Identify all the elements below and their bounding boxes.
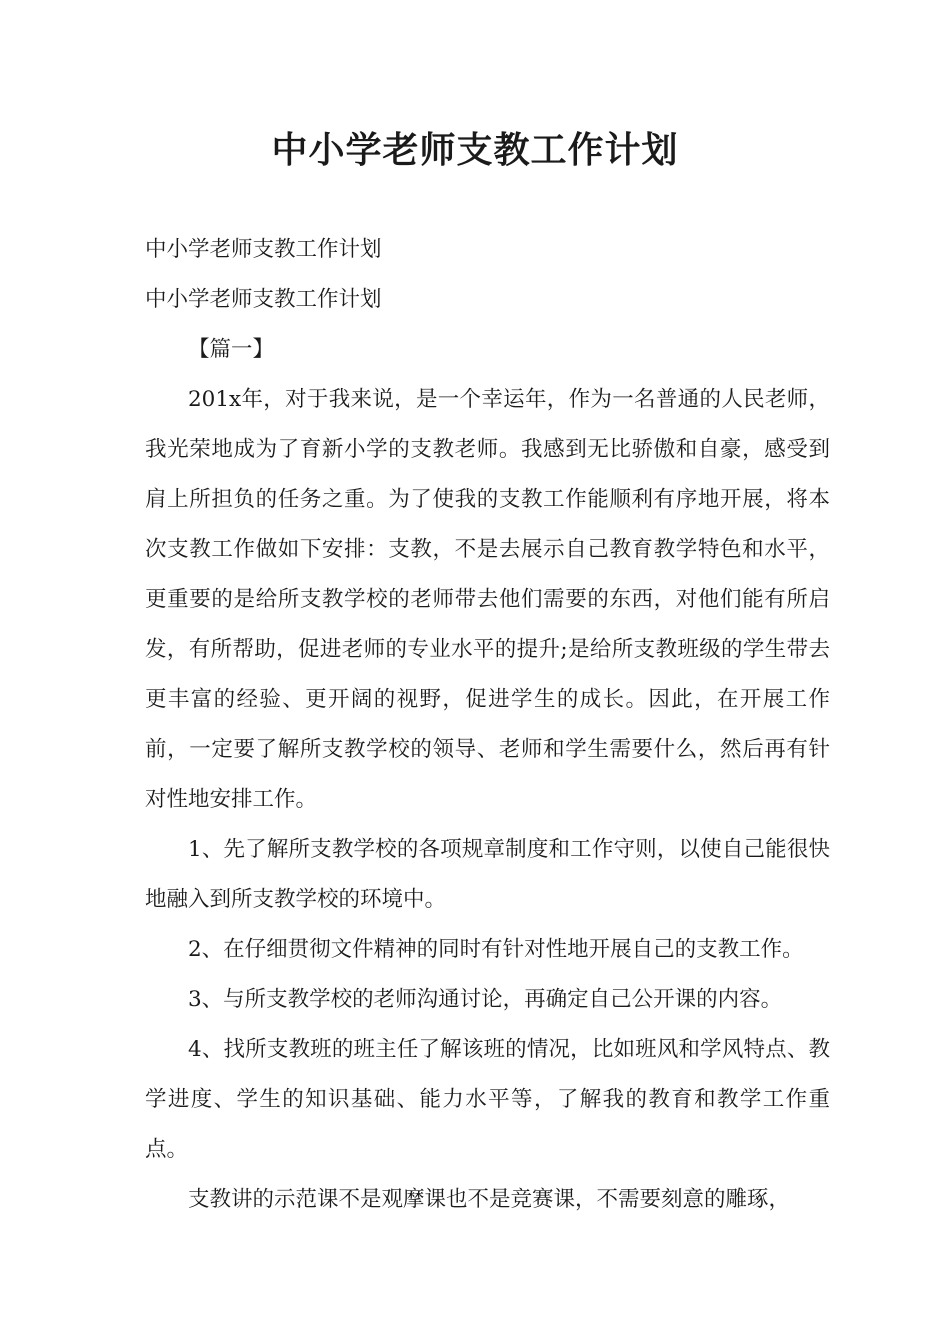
- body-paragraph: 201x年，对于我来说，是一个幸运年，作为一名普通的人民老师，我光荣地成为了育新小学的支教老师。我感到无比骄傲和自豪，感受到肩上所担负的任务之重。为了使我的支教工作能顺利有序地开展，将本次支教工作做如下安排：支教，不是去展示自己教育教学特色和水平，更重要的是给所支教学校的老师带去他们需要的东西，对他们能有所启发，有所帮助，促进老师的专业水平的提升;是给所支教班级的学生带去更丰富的经验、更开阔的视野，促进学生的成长。因此，在开展工作前，一定要了解所支教学校的领导、老师和学生需要什么，然后再有针对性地安排工作。: [145, 387, 830, 812]
- body-paragraph: 支教讲的示范课不是观摩课也不是竞赛课，不需要刻意的雕琢，: [188, 1187, 791, 1212]
- list-item: 1、先了解所支教学校的各项规章制度和工作守则，以使自己能很快地融入到所支教学校的环境中。: [145, 837, 830, 912]
- document-title: 中小学老师支教工作计划: [271, 130, 679, 171]
- list-item: 2、在仔细贯彻文件精神的同时有针对性地开展自己的支教工作。: [188, 937, 804, 962]
- subtitle-line: 中小学老师支教工作计划: [145, 237, 382, 262]
- list-item: 3、与所支教学校的老师沟通讨论，再确定自己公开课的内容。: [188, 987, 783, 1012]
- subtitle-line: 中小学老师支教工作计划: [145, 287, 382, 312]
- document-body: [145, 225, 830, 1225]
- list-item: 4、找所支教班的班主任了解该班的情况，比如班风和学风特点、教学进度、学生的知识基础、能力水平等，了解我的教育和教学工作重点。: [145, 1037, 830, 1162]
- section-heading: 【篇一】: [188, 337, 275, 362]
